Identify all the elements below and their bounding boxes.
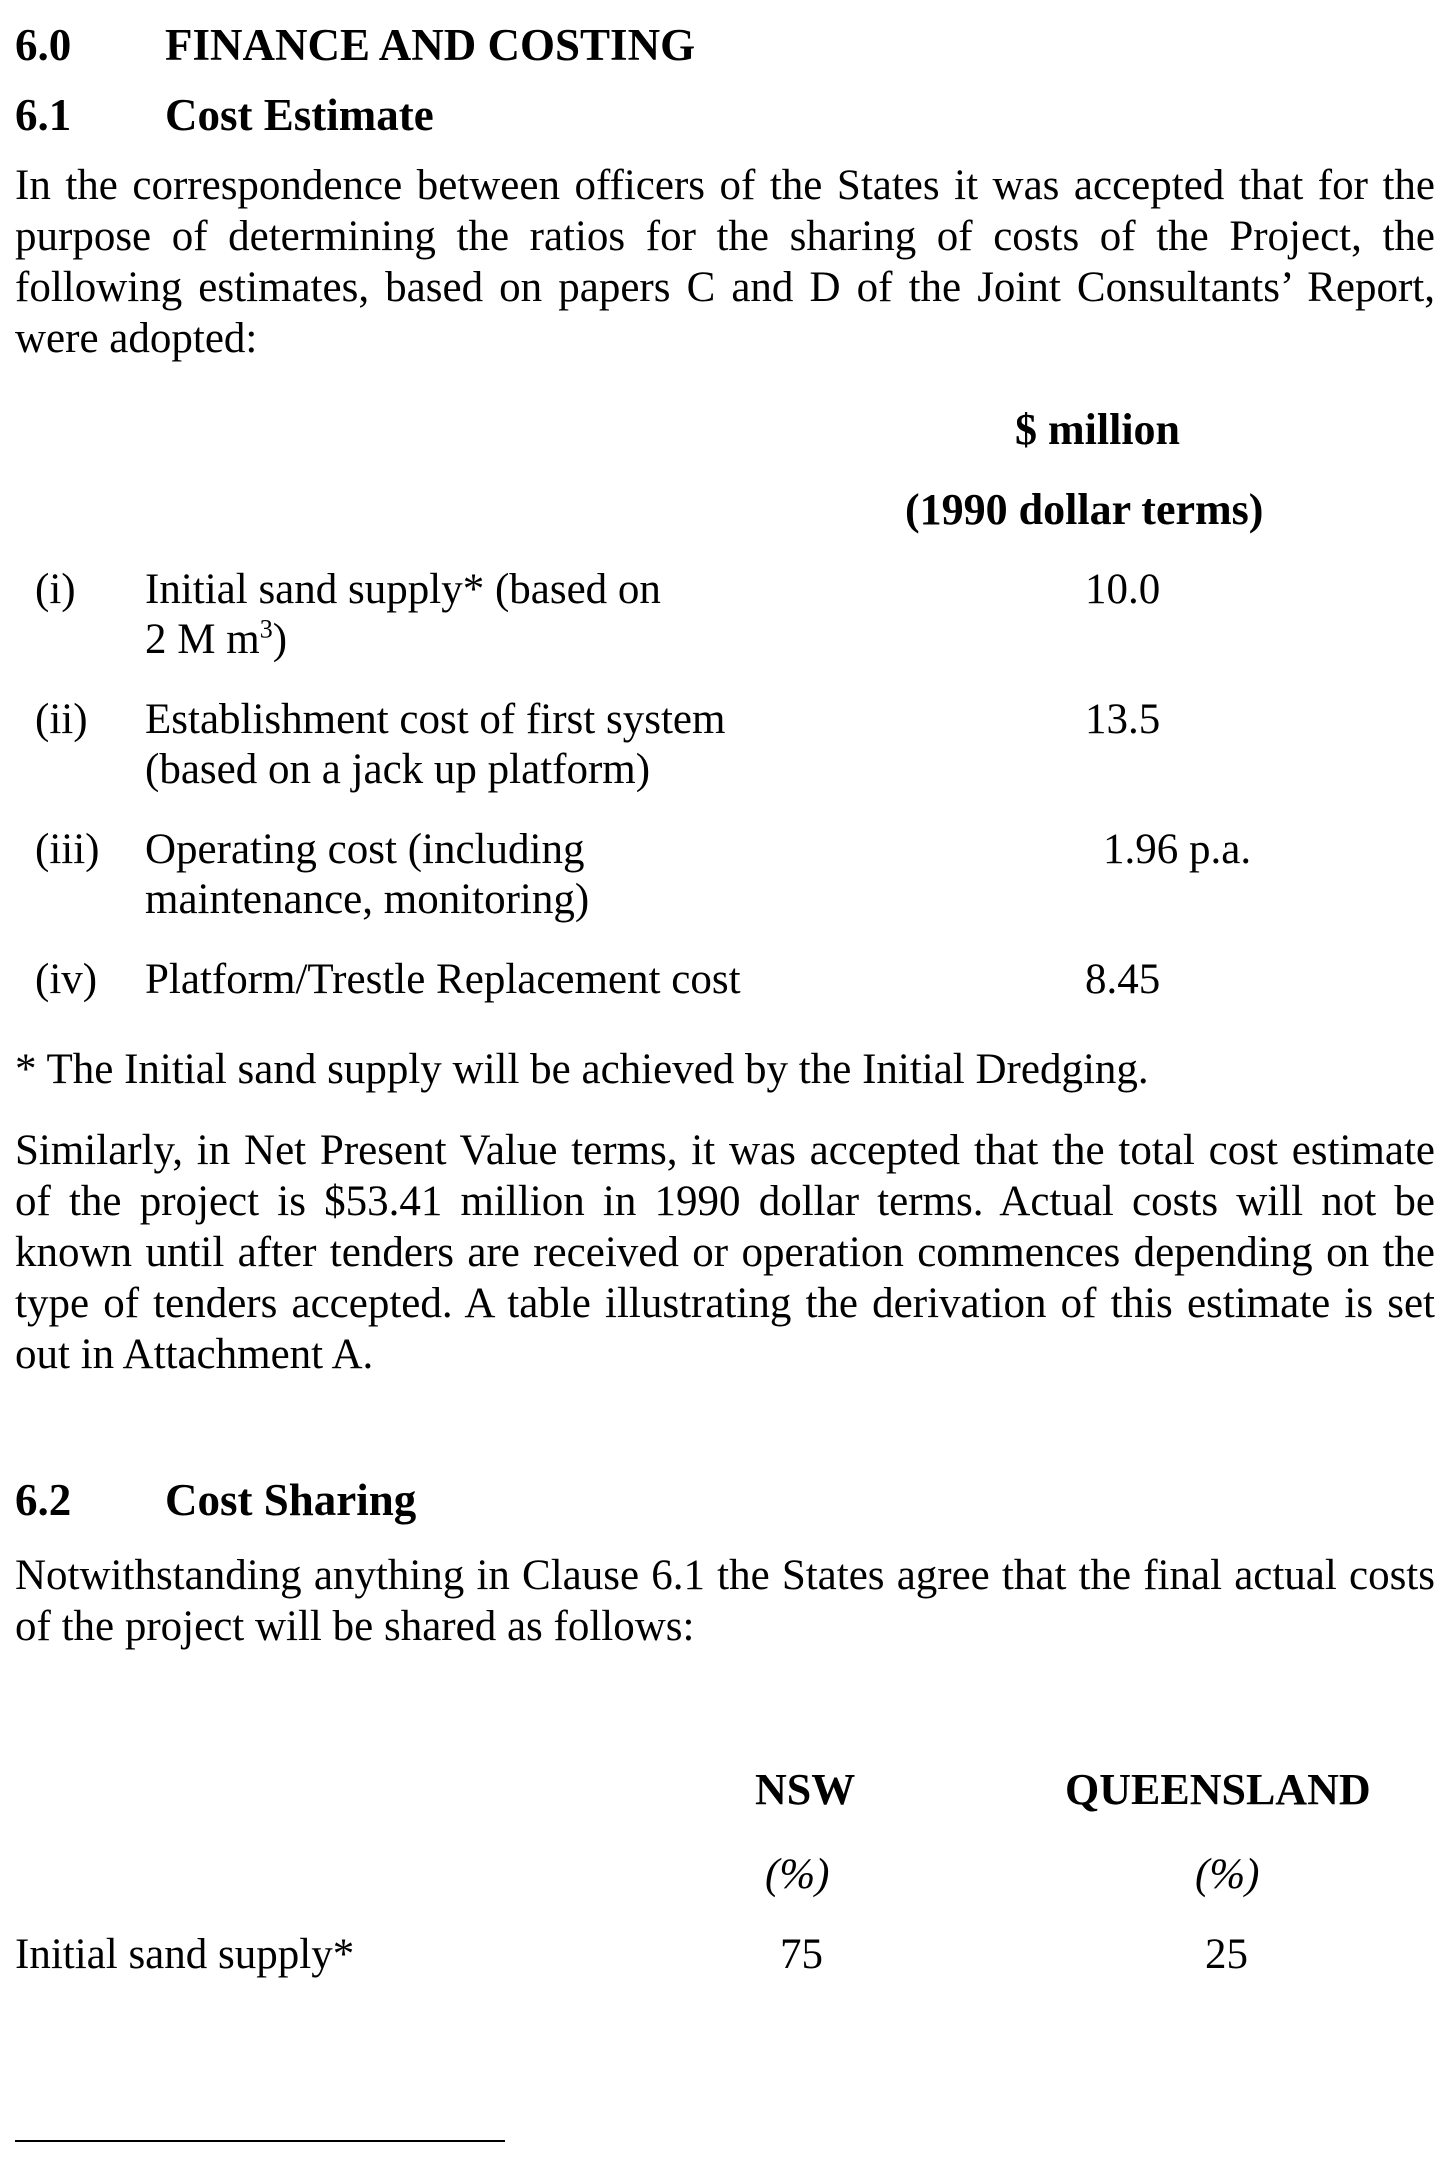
row-value: 1.96 p.a. xyxy=(1103,826,1252,873)
row-value: 8.45 xyxy=(1085,956,1161,1003)
estimate-row xyxy=(35,695,1435,795)
column-header-million: $ million xyxy=(1015,405,1181,454)
paragraph-cost-estimate-intro: In the correspondence between officers of the States it was accepted that for the purpose of determining the ratios for the sharing of costs of the Project, the following estimates, based on papers C and D of the Joint Consultants’ Report, were adopted: xyxy=(15,162,1435,362)
row-description: Platform/Trestle Replacement cost xyxy=(145,956,741,1003)
footnote: * The Initial sand supply will be achieved by the Initial Dredging. xyxy=(15,1046,1149,1093)
row-description: Establishment cost of first system (based on a jack up platform) xyxy=(145,696,726,793)
section-6-0-heading xyxy=(15,20,915,70)
row-value: 10.0 xyxy=(1085,566,1161,613)
paragraph-npv: Similarly, in Net Present Value terms, it was accepted that the total cost estimate of the project is $53.41 million in 1990 dollar terms. Actual costs will not be known until after tenders are received or operation commences depending on the type of tenders accepted. A table illustrating the derivation of this estimate is set out in Attachment A. xyxy=(15,1127,1435,1378)
section-title: Cost Sharing xyxy=(165,1475,417,1525)
share-row-nsw: 75 xyxy=(780,1931,823,1978)
row-label: (i) xyxy=(35,566,76,613)
section-number: 6.1 xyxy=(15,90,72,140)
footnote-rule xyxy=(15,2140,505,2142)
row-description: Operating cost (including maintenance, monitoring) xyxy=(145,826,590,923)
column-header-dollar-terms: (1990 dollar terms) xyxy=(905,485,1264,534)
row-label: (ii) xyxy=(35,696,88,743)
estimate-row xyxy=(35,955,1435,1005)
section-6-2-heading xyxy=(15,1475,915,1525)
estimate-row xyxy=(35,825,1435,925)
section-number: 6.2 xyxy=(15,1475,72,1525)
unit-nsw: (%) xyxy=(765,1851,830,1898)
section-number: 6.0 xyxy=(15,20,72,70)
row-label: (iii) xyxy=(35,826,100,873)
column-header-nsw: NSW xyxy=(755,1765,856,1814)
unit-queensland: (%) xyxy=(1195,1851,1260,1898)
column-header-queensland: QUEENSLAND xyxy=(1065,1765,1371,1814)
section-title: FINANCE AND COSTING xyxy=(165,20,696,70)
row-value: 13.5 xyxy=(1085,696,1161,743)
paragraph-cost-sharing: Notwithstanding anything in Clause 6.1 the States agree that the final actual costs of the project will be shared as follows: xyxy=(15,1552,1435,1650)
row-label: (iv) xyxy=(35,956,98,1003)
section-title: Cost Estimate xyxy=(165,90,434,140)
estimate-row xyxy=(35,565,1435,665)
share-row-label: Initial sand supply* xyxy=(15,1931,355,1978)
share-row-queensland: 25 xyxy=(1205,1931,1248,1978)
row-description: Initial sand supply* (based on 2 M $m^3$) xyxy=(145,566,661,663)
section-6-1-heading xyxy=(15,90,915,140)
